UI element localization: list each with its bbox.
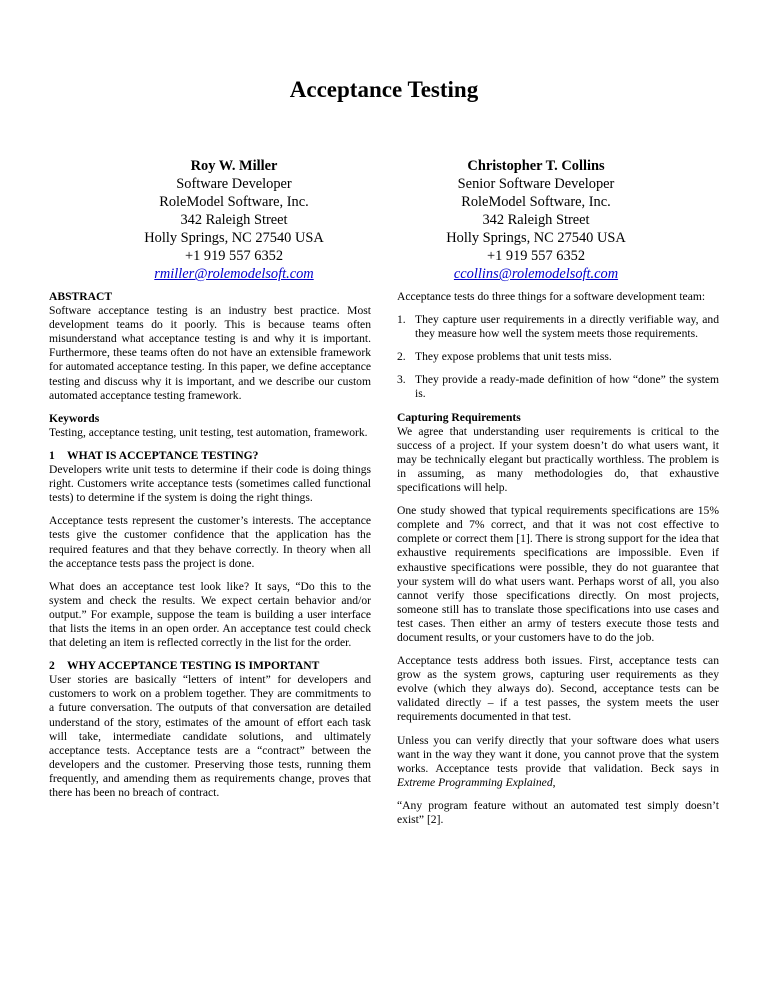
author-phone: +1 919 557 6352 xyxy=(184,248,284,264)
abstract-heading: ABSTRACT xyxy=(49,290,113,303)
list-number: 1. xyxy=(397,313,406,327)
author-role: Senior Software Developer xyxy=(457,176,615,192)
list-item xyxy=(397,373,719,401)
author-city: Holly Springs, NC 27540 USA xyxy=(446,230,626,246)
keywords-heading: Keywords xyxy=(49,411,100,425)
section-1-paragraph-2: Acceptance tests represent the customer’s interests. The acceptance tests give the customer confidence that the application has the required features and that they behave correctly. In theory when all the acceptance tests pass the project is done. xyxy=(49,514,371,570)
author-street: 342 Raleigh Street xyxy=(482,212,590,228)
section-2-heading xyxy=(49,659,371,673)
paper-title: Acceptance Testing xyxy=(289,77,479,102)
list-number: 2. xyxy=(397,350,406,364)
paragraph-text: , xyxy=(552,775,556,789)
list-text: They expose problems that unit tests miss. xyxy=(415,350,612,364)
list-item xyxy=(397,350,719,364)
numbered-list xyxy=(397,313,719,401)
paragraph-text: Unless you can verify directly that your software does what users want in the way they want it done, you cannot prove that the system works. Acceptance tests provide that validation. Beck says in xyxy=(397,733,719,775)
capturing-paragraph-3: Acceptance tests address both issues. First, acceptance tests can grow as the system grows, capturing user requirements as they evolve (which they always do). Second, acceptance tests can be validated directly – if a test passes, the system meets the user requirements documented in that test. xyxy=(397,654,719,724)
author-block-2 xyxy=(401,157,671,283)
section-1-paragraph-1: Developers write unit tests to determine if their code is doing things right. Customers write acceptance tests (sometimes called functional tests) to determine if the system is doing the right things. xyxy=(49,463,371,505)
author-company: RoleModel Software, Inc. xyxy=(159,194,309,210)
book-title: Extreme Programming Explained xyxy=(397,775,553,789)
author-city: Holly Springs, NC 27540 USA xyxy=(144,230,324,246)
capturing-paragraph-1: We agree that understanding user requirements is critical to the success of a project. If your system doesn’t do what users want, it may be technically elegant but practically worthless. The problem is in assuming, as many methodologies do, that exhaustive specifications will help. xyxy=(397,424,719,495)
intro-paragraph: Acceptance tests do three things for a software development team: xyxy=(397,290,706,303)
list-number: 3. xyxy=(397,373,406,387)
section-2-paragraph-1: User stories are basically “letters of intent” for developers and customers to work on a problem together. They are commitments to a future conversation. The outputs of that conversation are detailed understand of the story, estimates of the amount of effort each task will take, intermediate candidate solutions, and ultimately acceptance tests. Acceptance tests are a “contract” between the developers and the customer. Preserving those tests, running them frequently, and amending them as requirements change, proves that there has been no breach of contract. xyxy=(49,673,371,799)
keywords-text: Testing, acceptance testing, unit testing, test automation, framework. xyxy=(49,425,368,439)
author-name: Christopher T. Collins xyxy=(467,158,605,174)
list-text: They capture user requirements in a directly verifiable way, and they measure how well the system meets those requirements. xyxy=(415,313,719,341)
section-1-heading xyxy=(49,449,371,463)
abstract-text: Software acceptance testing is an industry best practice. Most development teams do it poorly. This is because teams often misunderstand what acceptance testing is and why it is important. Furthermore, these teams often do not have an extensible framework for automated acceptance testing. In this paper, we define acceptance testing and discuss why it is important, and we describe our custom automated acceptance testing framework. xyxy=(49,304,371,402)
author-phone: +1 919 557 6352 xyxy=(486,248,586,264)
block-quote: “Any program feature without an automated test simply doesn’t exist” [2]. xyxy=(397,798,719,826)
author-street: 342 Raleigh Street xyxy=(180,212,288,228)
section-title: WHY ACCEPTANCE TESTING IS IMPORTANT xyxy=(67,659,320,673)
list-item xyxy=(397,313,719,341)
author-block-1 xyxy=(99,157,369,283)
author-email-link[interactable]: ccollins@rolemodelsoft.com xyxy=(453,266,619,282)
author-name: Roy W. Miller xyxy=(190,158,278,174)
section-1-paragraph-3: What does an acceptance test look like? It says, “Do this to the system and check the results. We expect certain behavior and/or output.” For example, suppose the team is building a user interface that lists the items in an open order. An acceptance test could check that deleting an item is reflected correctly in the list for the order. xyxy=(49,579,371,650)
author-email-link[interactable]: rmiller@rolemodelsoft.com xyxy=(154,266,314,282)
left-column xyxy=(49,290,371,809)
author-role: Software Developer xyxy=(176,176,292,192)
capturing-paragraph-2: One study showed that typical requirements specifications are 15% complete and 7% correct, and that it was not cost effective to complete or correct them [1]. There is strong support for the idea that exhaustive requirements specifications are impossible. Even if exhaustive specifications were possible, they do not guarantee that your system will do what users want. Perhaps worst of all, you also cannot verify those specifications directly. On most projects, someone still has to translate those specifications into use cases and test cases. Then either an army of testers execute those tests and document results, or your customers have to do the job. xyxy=(397,504,719,644)
section-number: 2 xyxy=(49,659,55,673)
author-company: RoleModel Software, Inc. xyxy=(461,194,611,210)
capturing-requirements-heading: Capturing Requirements xyxy=(397,410,521,424)
list-text: They provide a ready-made definition of how “done” the system is. xyxy=(415,373,719,401)
section-number: 1 xyxy=(49,448,55,462)
section-title: WHAT IS ACCEPTANCE TESTING? xyxy=(67,448,259,462)
capturing-paragraph-4 xyxy=(397,734,719,790)
right-column xyxy=(397,290,719,836)
